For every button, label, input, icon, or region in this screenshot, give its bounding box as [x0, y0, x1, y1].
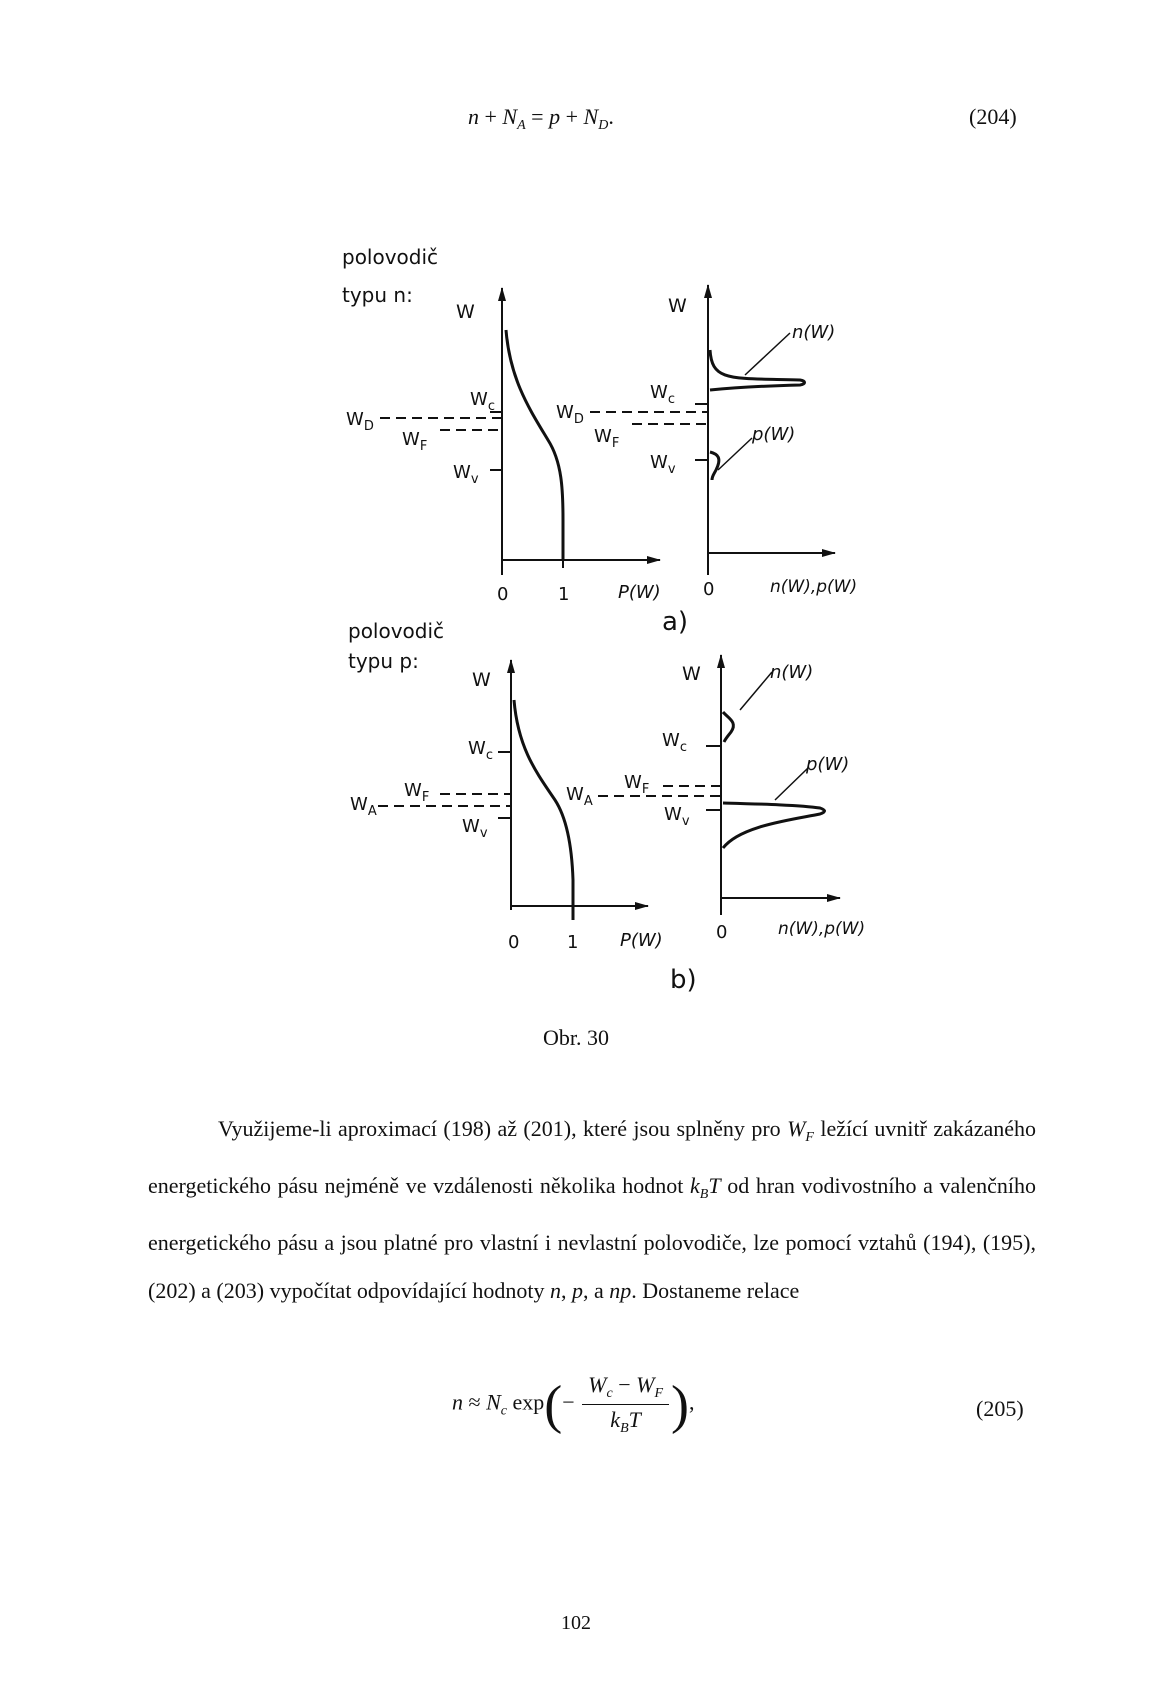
eq204-plus-2: +: [565, 104, 579, 129]
level-labels-b-right: [566, 730, 721, 829]
body-paragraph: [148, 1105, 1036, 1315]
var-n: n: [550, 1278, 562, 1303]
label-wa-b-right: $W_A$: [566, 784, 593, 809]
tick-0-a-left: 0: [497, 584, 509, 605]
tick-1-b-left: 1: [567, 932, 579, 953]
tick-0-b-right: 0: [716, 922, 728, 943]
sublabel-a: a): [662, 607, 689, 637]
label-p-curve-b: p(W): [806, 754, 850, 775]
sublabel-b: b): [670, 965, 697, 995]
figure-caption: Obr. 30: [543, 1025, 609, 1050]
eq205-N: N: [486, 1389, 501, 1415]
axis-label-p-b: P(W): [620, 930, 663, 951]
label-wf-b-left: $W_F$: [404, 780, 430, 805]
label-p-type-2: typu p:: [348, 649, 419, 673]
label-n-type-2: typu n:: [342, 283, 413, 307]
eq204-equals: =: [531, 104, 544, 129]
axis-label-w-a-left: W: [456, 301, 475, 323]
label-wv-b-right: $W_v$: [664, 804, 690, 829]
eq205-denominator: $k_BT$: [610, 1407, 641, 1436]
eq205-approx: ≈: [468, 1389, 481, 1415]
label-wd-a-right: $W_D$: [556, 402, 584, 427]
label-wd-a-left: $W_D$: [346, 409, 374, 434]
label-wa-b-left: $W_A$: [350, 794, 377, 819]
eq204-dot: .: [608, 104, 614, 129]
fermi-curve-a: [506, 330, 563, 560]
label-wv-b-left: $W_v$: [462, 816, 488, 841]
fermi-curve-b: [514, 700, 573, 920]
para-text-4: . Dostaneme relace: [631, 1278, 800, 1303]
label-p-curve-a: p(W): [752, 424, 796, 445]
tick-0-b-left: 0: [508, 932, 520, 953]
wf-symbol: $W_F$: [787, 1116, 814, 1145]
var-p: p: [572, 1278, 584, 1303]
electron-density-curve-b: [723, 712, 733, 742]
axis-label-w-b-right: W: [682, 663, 701, 685]
eq205-right-paren: ): [671, 1374, 689, 1435]
equation-205: [452, 1372, 695, 1437]
eq205-fraction: [582, 1372, 669, 1437]
equation-204-number: (204): [969, 104, 1017, 129]
axis-label-np-b: n(W),p(W): [778, 919, 866, 939]
para-comma-2: , a: [583, 1278, 610, 1303]
eq204-N: N: [502, 104, 518, 129]
eq205-numerator: $W_c - W_F$: [582, 1372, 669, 1405]
para-text-2: ležící uvnitř zakázaného energetického pásu nejméně ve vzdálenosti několika hodnot: [148, 1116, 1036, 1198]
eq204-plus: +: [484, 104, 497, 129]
equation-205-number: (205): [976, 1396, 1024, 1421]
para-text-3: od hran vodivostního a valenčního energetického pásu a jsou platné pro vlastní i nevlastní polovodiče, lze pomocí vztahů (194), (195), (202) a (203) vypočítat odpovídající hodnoty: [148, 1173, 1036, 1303]
hole-density-curve-b: [723, 803, 825, 848]
label-wf-a-left: $W_F$: [402, 429, 428, 454]
hole-density-curve-a: [710, 452, 719, 480]
eq204-sub-A: A: [517, 118, 526, 133]
tick-1-a-left: 1: [558, 584, 570, 605]
tick-0-a-right: 0: [703, 579, 715, 600]
label-wv-a-left: $W_v$: [453, 462, 479, 487]
label-n-curve-a: n(W): [792, 322, 836, 343]
eq205-left-paren: (: [544, 1374, 563, 1435]
eq204-sub-D: D: [598, 118, 609, 133]
para-comma-1: ,: [561, 1278, 573, 1303]
label-n-type-1: polovodič: [342, 245, 439, 269]
label-wc-b-right: $W_c$: [662, 730, 687, 755]
axis-label-w-a-right: W: [668, 295, 687, 317]
axis-label-p-a: P(W): [618, 582, 661, 603]
axis-label-w-b-left: W: [472, 669, 491, 691]
level-labels-a-left: [346, 389, 502, 487]
label-wf-a-right: $W_F$: [594, 426, 620, 451]
label-wv-a-right: $W_v$: [650, 452, 676, 477]
para-text-1: Využijeme-li aproximací (198) až (201), které jsou splněny pro: [218, 1116, 788, 1141]
axis-label-np-a: n(W),p(W): [770, 577, 858, 597]
eq205-sub-c: c: [500, 1403, 507, 1419]
eq204-p: p: [549, 104, 561, 129]
page-number: 102: [561, 1612, 591, 1634]
eq205-n: n: [452, 1389, 463, 1415]
label-wc-a-right: $W_c$: [650, 382, 675, 407]
level-labels-a-right: [556, 382, 708, 477]
label-p-type-1: polovodič: [348, 619, 445, 643]
label-wc-b-left: $W_c$: [468, 738, 493, 763]
electron-density-curve-a: [710, 350, 805, 390]
eq205-minus: −: [562, 1389, 575, 1415]
eq205-comma: ,: [689, 1389, 695, 1415]
level-labels-b-left: [350, 738, 511, 841]
eq205-exp: exp: [512, 1389, 545, 1415]
label-wf-b-right: $W_F$: [624, 772, 650, 797]
eq204-N-2: N: [583, 104, 599, 129]
var-np: np: [609, 1278, 632, 1303]
kbt-symbol: $k_BT$: [690, 1173, 721, 1202]
label-wc-a-left: $W_c$: [470, 389, 495, 414]
eq204-n: n: [468, 104, 479, 129]
label-n-curve-b: n(W): [770, 662, 814, 683]
